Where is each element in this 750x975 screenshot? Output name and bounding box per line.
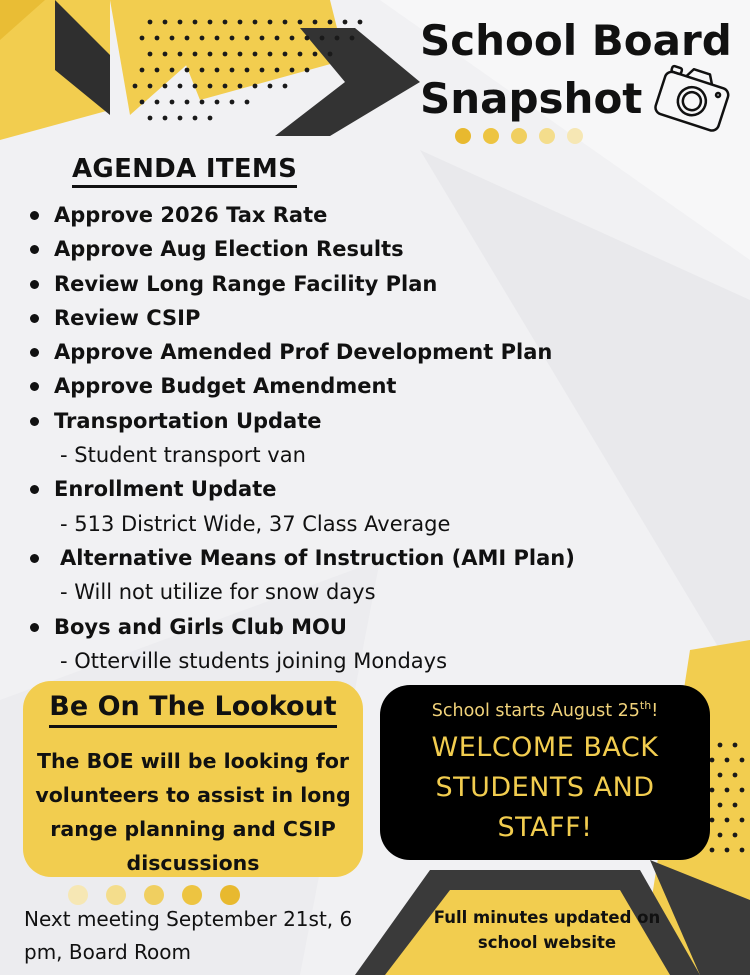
bullet-icon	[30, 245, 39, 254]
agenda-heading: AGENDA ITEMS	[72, 153, 297, 188]
bullet-icon	[30, 211, 39, 220]
agenda-item	[28, 541, 678, 610]
agenda-item	[28, 610, 678, 679]
lookout-card	[23, 681, 363, 877]
agenda-item	[28, 232, 678, 266]
agenda-item	[28, 198, 678, 232]
agenda-item-label: Approve Aug Election Results	[54, 237, 404, 262]
agenda-item-label: Enrollment Update	[54, 477, 277, 502]
welcome-card	[380, 685, 710, 860]
school-start-text: School starts August 25th!	[431, 699, 659, 721]
agenda-item-note: - 513 District Wide, 37 Class Average	[60, 511, 451, 536]
agenda-item-label: Approve 2026 Tax Rate	[54, 203, 328, 227]
bullet-icon	[30, 348, 39, 357]
title-line-1: School Board	[420, 16, 732, 65]
agenda-item-note: - Student transport van	[60, 443, 306, 468]
agenda-item	[28, 369, 678, 403]
bullet-icon	[30, 382, 39, 391]
bullet-icon	[30, 485, 39, 494]
agenda-item	[28, 404, 678, 473]
bullet-icon	[30, 314, 39, 323]
lookout-body: The BOE will be looking for volunteers to assist in long range planning and CSIP discussions	[35, 749, 351, 875]
bullet-icon	[30, 623, 39, 632]
agenda-item	[28, 472, 678, 541]
bullet-icon	[30, 554, 39, 563]
agenda-item-note: - Otterville students joining Mondays	[60, 648, 448, 673]
agenda-item-label: Alternative Means of Instruction (AMI Plan)	[60, 545, 575, 570]
agenda-item-label: Boys and Girls Club MOU	[54, 614, 347, 639]
bullet-icon	[30, 280, 39, 289]
agenda-item	[28, 301, 678, 335]
agenda-item-note: - Will not utilize for snow days	[60, 580, 376, 605]
lookout-title: Be On The Lookout	[49, 689, 336, 728]
minutes-note: Full minutes updated on school website	[433, 908, 661, 952]
agenda-item	[28, 335, 678, 369]
title-line-2: Snapshot	[420, 74, 643, 123]
agenda-item-label: Review Long Range Facility Plan	[54, 271, 438, 296]
next-meeting-text: Next meeting September 21st, 6 pm, Board Room	[24, 907, 353, 964]
agenda-item-label: Approve Budget Amendment	[54, 374, 397, 399]
agenda-item	[28, 267, 678, 301]
welcome-message: WELCOME BACK STUDENTS AND STAFF!	[431, 731, 659, 843]
agenda-item-label: Approve Amended Prof Development Plan	[54, 340, 553, 365]
bullet-icon	[30, 417, 39, 426]
agenda-item-label: Transportation Update	[54, 408, 322, 433]
agenda-item-label: Review CSIP	[54, 305, 201, 330]
agenda-list	[28, 198, 678, 678]
camera-icon	[650, 58, 740, 138]
